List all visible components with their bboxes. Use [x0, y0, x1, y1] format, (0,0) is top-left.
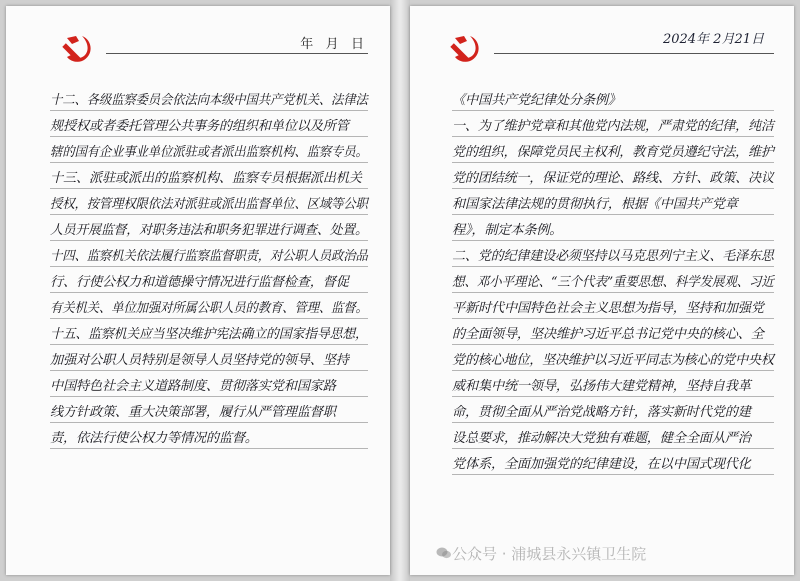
ruled-line — [452, 137, 774, 163]
handwritten-line-text: 十二、各级监察委员会依法向本级中国共产党机关、法律法 — [50, 93, 368, 108]
handwritten-line-text: 中国特色社会主义道路制度、贯彻落实党和国家路 — [50, 379, 336, 394]
handwritten-line-text: 十四、监察机关依法履行监察监督职责，对公职人员政治品 — [50, 249, 368, 264]
handwritten-line-text: 责，依法行使公权力等情况的监督。 — [50, 431, 258, 446]
ruled-line — [452, 163, 774, 189]
handwritten-line-text: 威和集中统一领导，弘扬伟大建党精神，坚持自我革 — [452, 379, 751, 394]
ruled-line — [50, 163, 368, 189]
handwritten-line-text: 程》，制定本条例。 — [452, 223, 563, 238]
hammer-sickle-emblem-icon — [62, 32, 96, 66]
ruled-line — [50, 423, 368, 449]
handwritten-line-text: 党的核心地位，坚决维护以习近平同志为核心的党中央权 — [452, 353, 774, 368]
ruled-line — [50, 293, 368, 319]
hammer-sickle-emblem-icon — [450, 32, 484, 66]
handwritten-line-text: 授权，按管理权限依法对派驻或派出监督单位、区域等公职 — [50, 197, 368, 212]
wechat-icon — [436, 545, 452, 561]
handwritten-text-lines — [410, 85, 794, 475]
handwritten-text-lines — [6, 85, 390, 449]
ruled-line — [452, 319, 774, 345]
handwritten-date: 2024年 2月21日 — [662, 32, 764, 47]
ruled-line — [50, 215, 368, 241]
handwritten-line-text: 加强对公职人员特别是领导人员坚持党的领导、坚持 — [50, 353, 349, 368]
ruled-line — [452, 371, 774, 397]
handwritten-line-text: 平新时代中国特色社会主义思想为指导，坚持和加强党 — [452, 301, 764, 316]
handwritten-line-text: 线方针政策、重大决策部署，履行从严管理监督职 — [50, 405, 336, 420]
ruled-line — [452, 267, 774, 293]
handwritten-line-text: 命，贯彻全面从严治党战略方针，落实新时代党的建 — [452, 405, 751, 420]
ruled-line — [50, 371, 368, 397]
ruled-line — [50, 189, 368, 215]
ruled-line — [452, 111, 774, 137]
notebook-page-left — [6, 6, 390, 575]
handwritten-line-text: 十三、派驻或派出的监察机构、监察专员根据派出机关 — [50, 171, 362, 186]
handwritten-line-text: 行、行使公权力和道德操守情况进行监督检查，督促 — [50, 275, 349, 290]
handwritten-line-text: 党的团结统一，保证党的理论、路线、方针、政策、决议 — [452, 171, 774, 186]
notebook-gutter — [390, 0, 410, 581]
handwritten-line-text: 党的组织，保障党员民主权利，教育党员遵纪守法，维护 — [452, 145, 774, 160]
ruled-line — [452, 189, 774, 215]
ruled-line — [50, 137, 368, 163]
watermark-text: 公众号 · 浦城县永兴镇卫生院 — [452, 545, 647, 563]
handwritten-line-text: 和国家法律法规的贯彻执行，根据《中国共产党章 — [452, 197, 738, 212]
ruled-line — [452, 293, 774, 319]
header-rule — [494, 53, 774, 54]
handwritten-line-text: 设总要求，推动解决大党独有难题，健全全面从严治 — [452, 431, 751, 446]
handwritten-line-text: 规授权或者委托管理公共事务的组织和单位以及所管 — [50, 119, 349, 134]
ruled-line — [50, 267, 368, 293]
handwritten-line-text: 有关机关、单位加强对所属公职人员的教育、管理、监督。 — [50, 301, 368, 316]
ruled-line — [50, 397, 368, 423]
date-field-label: 年 月 日 — [300, 37, 364, 52]
ruled-line — [452, 345, 774, 371]
ruled-line — [452, 85, 774, 111]
handwritten-line-text: 想、邓小平理论、“三个代表”重要思想、科学发展观、习近 — [452, 275, 774, 290]
ruled-line — [50, 241, 368, 267]
ruled-line — [452, 423, 774, 449]
handwritten-line-text: 一、为了维护党章和其他党内法规，严肃党的纪律，纯洁 — [452, 119, 774, 134]
ruled-line — [452, 215, 774, 241]
handwritten-line-text: 《中国共产党纪律处分条例》 — [452, 93, 621, 108]
handwritten-line-text: 二、党的纪律建设必须坚持以马克思列宁主义、毛泽东思 — [452, 249, 774, 264]
ruled-line — [452, 449, 774, 475]
notebook-page-right — [410, 6, 794, 575]
handwritten-line-text: 人员开展监督，对职务违法和职务犯罪进行调查、处置。 — [50, 223, 368, 238]
handwritten-line-text: 辖的国有企业事业单位派驻或者派出监察机构、监察专员。 — [50, 145, 368, 160]
ruled-line — [452, 241, 774, 267]
ruled-line — [50, 85, 368, 111]
header-rule — [106, 53, 368, 54]
ruled-line — [50, 345, 368, 371]
handwritten-line-text: 党体系，全面加强党的纪律建设，在以中国式现代化 — [452, 457, 751, 472]
handwritten-line-text: 的全面领导，坚决维护习近平总书记党中央的核心、全 — [452, 327, 764, 342]
handwritten-line-text: 十五、监察机关应当坚决维护宪法确立的国家指导思想， — [50, 327, 368, 342]
ruled-line — [452, 397, 774, 423]
ruled-line — [50, 319, 368, 345]
ruled-line — [50, 111, 368, 137]
